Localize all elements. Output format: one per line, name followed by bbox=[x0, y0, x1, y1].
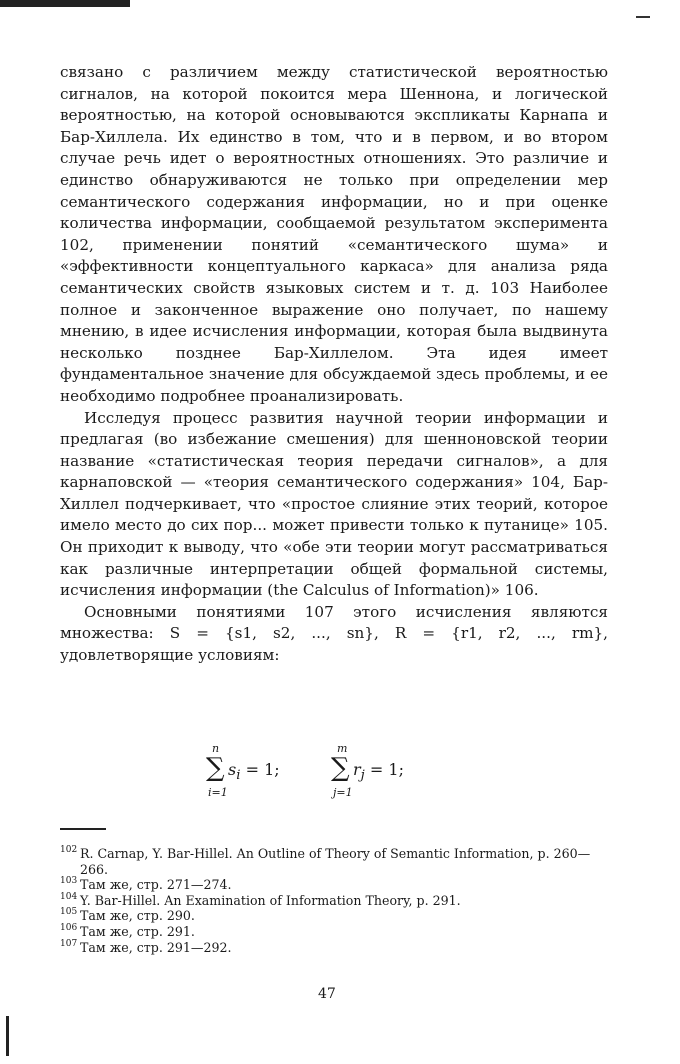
footnote: 102 R. Carnap, Y. Bar-Hillel. An Outline of Theory of Semantic Information, p. 260—266. bbox=[60, 845, 591, 877]
sum-right-body: $r_j = 1$; bbox=[353, 760, 404, 784]
footnote-divider bbox=[60, 828, 106, 830]
page-number: 47 bbox=[318, 986, 336, 1002]
sum-right-upper: m bbox=[337, 742, 348, 755]
footnote: 107 Там же, стр. 291—292. bbox=[60, 938, 232, 955]
main-text bbox=[60, 62, 608, 667]
scan-dash-mark bbox=[636, 16, 650, 18]
sum-left-lower: i=1 bbox=[208, 786, 228, 799]
sum-formula bbox=[200, 742, 500, 804]
footnote: 103 Там же, стр. 271—274. bbox=[60, 876, 232, 893]
sigma-symbol-left: ∑ bbox=[206, 753, 225, 783]
scan-edge-mark bbox=[0, 0, 130, 7]
footnote: 105 Там же, стр. 290. bbox=[60, 907, 195, 924]
sum-left-body: $s_i = 1$; bbox=[228, 760, 280, 784]
sum-right bbox=[325, 742, 435, 804]
sum-right-lower: j=1 bbox=[333, 786, 353, 799]
paragraph-1: связано с различием между статистической вероятностью сигналов, на которой покоится мера Шеннона, и логической вероятностью, на которой основываются экспликаты Карнапа и Бар-Хиллела. Их единство в том, что и в первом, и во втором случае речь идет о вероятностных отношениях. Это различие и единство обнаруживаются не только при определении мер семантического содержания информации, но и при оценке количества информации, сообщаемой результатом эксперимента 102, применении понятий «семантического шума» и «эффективности концептуального каркаса» для анализа ряда семантических свойств языковых систем и т. д. 103 Наиболее полное и законченное выражение оно получает, по нашему мнению, в идее исчисления информации, которая была выдвинута несколько позднее Бар-Хиллелом. Эта идея имеет фундаментальное значение для обсуждаемой здесь проблемы, и ее необходимо подробнее проанализировать. bbox=[60, 63, 608, 405]
footnote: 104 Y. Bar-Hillel. An Examination of Information Theory, p. 291. bbox=[60, 891, 461, 908]
scan-left-mark bbox=[6, 1016, 9, 1056]
sum-left-upper: n bbox=[212, 742, 220, 755]
sigma-symbol-right: ∑ bbox=[331, 753, 350, 783]
paragraph-2: Исследуя процесс развития научной теории информации и предлагая (во избежание смешения) для шенноновской теории название «статистическая теория передачи сигналов», а для карнаповской — «теория семантического содержания» 104, Бар-Хиллел подчеркивает, что «простое слияние этих теорий, которое имело место до сих пор... может привести только к путанице» 105. Он приходит к выводу, что «обе эти теории могут рассматриваться как различные интерпретации общей формальной системы, исчисления информации (the Calculus of Information)» 106. bbox=[60, 408, 608, 600]
sum-left bbox=[200, 742, 310, 804]
footnotes bbox=[60, 846, 616, 955]
paragraph-3: Основными понятиями 107 этого исчисления являются множества: S = {s1, s2, ..., sn}, R = {r1, r2, ..., rm}, удовлетворящие условиям: bbox=[60, 602, 608, 665]
footnote: 106 Там же, стр. 291. bbox=[60, 922, 195, 939]
